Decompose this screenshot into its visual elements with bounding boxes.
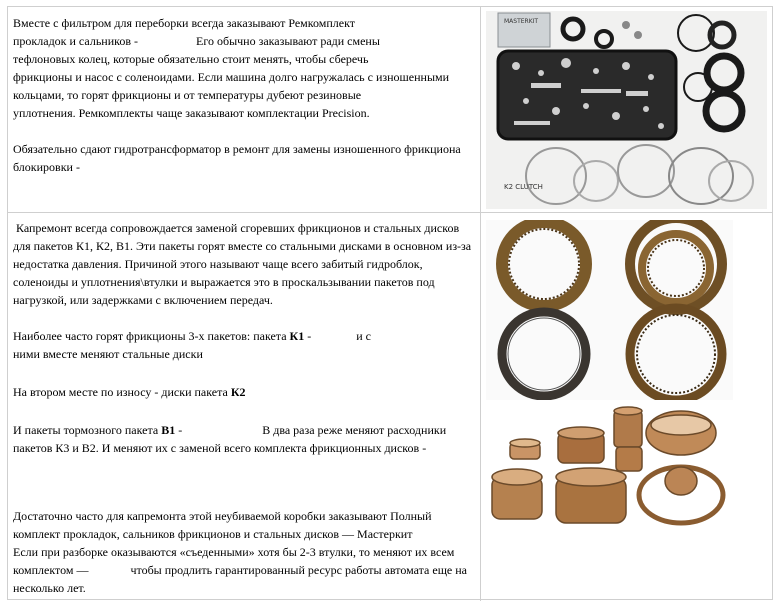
package-b1: В1 bbox=[161, 423, 176, 437]
gasket-kit-photo bbox=[486, 11, 767, 209]
text-fragment: Наиболее часто горят фрикционы 3-х пакетов: пакета bbox=[13, 329, 290, 343]
friction-discs-photo bbox=[486, 220, 733, 400]
image-cell-gaskets bbox=[481, 7, 772, 212]
text-fragment: И пакеты тормозного пакета bbox=[13, 423, 162, 437]
photo-label-bottom: K2 CLUTCH bbox=[504, 183, 543, 191]
text-line: тефлоновых колец, которые обязательно стоит менять, чтобы сберечь bbox=[13, 52, 369, 66]
text-line: недостатка давления. Причиной этого называют чаще всего забитый гидроблок, bbox=[13, 257, 423, 271]
text-fragment: - bbox=[304, 329, 312, 343]
text-line bbox=[13, 561, 467, 579]
text-line: Если при разборке оказываются «съеденными» хотя бы 2-3 втулки, то меняют их всем bbox=[13, 545, 455, 559]
package-k1: К1 bbox=[289, 329, 305, 343]
text-line: кольцами, то горят фрикционы и от температуры дубеют резиновые bbox=[13, 88, 362, 102]
text-fragment: прокладок и сальников - bbox=[13, 34, 139, 48]
text-fragment: Его обычно заказывают ради смены bbox=[196, 34, 380, 48]
text-cell-gaskets bbox=[8, 7, 481, 212]
text-line: ними вместе меняют стальные диски bbox=[13, 347, 203, 361]
text-fragment: Капремонт всегда сопровождается заменой сгоревших фрикционов и стальных дисков bbox=[16, 221, 460, 235]
text-line bbox=[13, 383, 246, 401]
content-table bbox=[7, 6, 773, 600]
text-fragment: - bbox=[175, 423, 183, 437]
text-line: уплотнения. Ремкомплекты чаще заказывают комплектации Precision. bbox=[13, 106, 370, 120]
text-fragment: комплектом — bbox=[13, 563, 89, 577]
text-line bbox=[13, 421, 446, 439]
text-fragment: чтобы продлить гарантированный ресурс работы автомата еще на bbox=[130, 563, 468, 577]
text-line: пакетов К3 и В2. И меняют их с заменой всего комплекта фрикционных дисков - bbox=[13, 441, 427, 455]
text-line: несколько лет. bbox=[13, 581, 86, 595]
bushings-photo bbox=[486, 403, 736, 537]
text-line: соленоиды и уплотнения\втулки и выражается это в проскальзывании пакетов под bbox=[13, 275, 435, 289]
text-line: блокировки - bbox=[13, 160, 80, 174]
package-k2: К2 bbox=[230, 385, 246, 399]
bushings-image bbox=[486, 403, 736, 537]
text-line: для пакетов К1, К2, В1. Эти пакеты горят вместе со стальными дисками в основном из-за bbox=[13, 239, 472, 253]
text-line: Вместе с фильтром для переборки всегда заказывают Ремкомплект bbox=[13, 16, 355, 30]
photo-label-top: MASTERKIT bbox=[504, 18, 539, 25]
text-line: нагрузкой, или задержками с включением передач. bbox=[13, 293, 273, 307]
image-cell-frictions bbox=[481, 213, 772, 601]
text-line bbox=[13, 327, 371, 345]
friction-discs-image bbox=[486, 220, 733, 400]
text-fragment: В два раза реже меняют расходники bbox=[262, 423, 447, 437]
text-fragment: На втором месте по износу - диски пакета bbox=[13, 385, 231, 399]
text-line: Обязательно сдают гидротрансформатор в ремонт для замены изношенного фрикциона bbox=[13, 142, 461, 156]
gasket-kit-image bbox=[486, 11, 767, 209]
text-line bbox=[13, 32, 380, 50]
text-line: комплект прокладок, сальников фрикционов и стальных дисков — Мастеркит bbox=[13, 527, 413, 541]
table-row-gaskets bbox=[8, 7, 772, 213]
table-row-frictions bbox=[8, 213, 772, 601]
text-fragment: и с bbox=[356, 329, 371, 343]
text-cell-frictions bbox=[8, 213, 481, 601]
text-line: фрикционы и насос с соленоидами. Если машина долго нагружалась с изношенными bbox=[13, 70, 450, 84]
text-line: Достаточно часто для капремонта этой неубиваемой коробки заказывают Полный bbox=[13, 509, 432, 523]
text-line bbox=[13, 219, 459, 237]
